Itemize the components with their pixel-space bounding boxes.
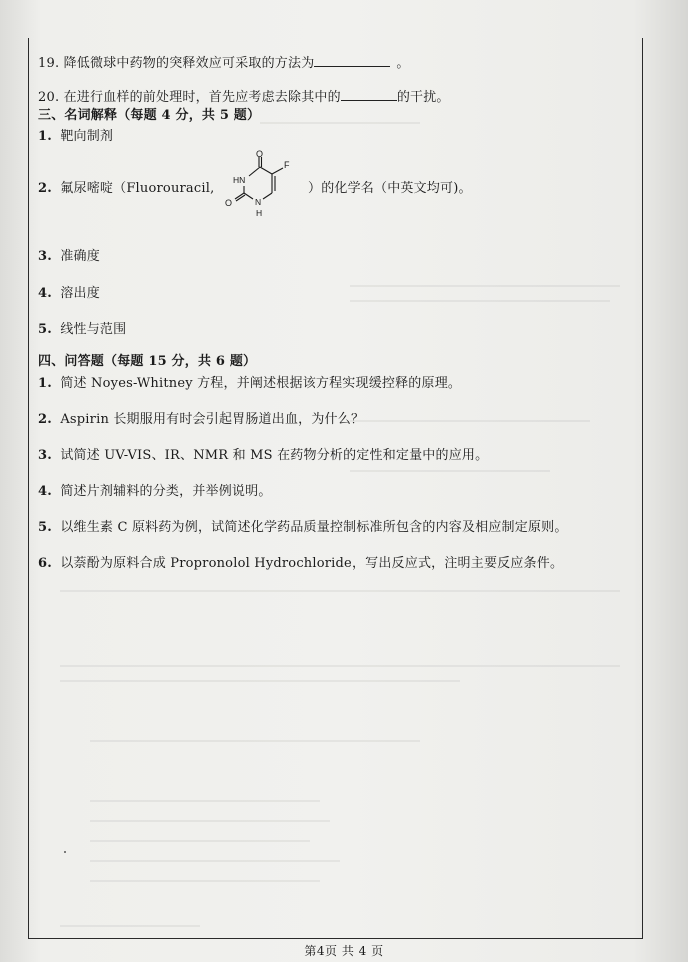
question-19-end: 。 — [396, 56, 410, 71]
n-label: N — [255, 197, 262, 207]
term-item — [38, 245, 100, 264]
term-item — [38, 177, 214, 196]
item-number: 6. — [38, 556, 52, 571]
item-number: 1. — [38, 129, 52, 144]
item-number: 5. — [38, 520, 52, 535]
essay-question — [38, 480, 272, 499]
item-number: 1. — [38, 376, 52, 391]
question-19-text: 19. 降低微球中药物的突释效应可采取的方法为 — [38, 56, 315, 71]
answer-blank — [341, 88, 397, 101]
question-20 — [38, 86, 450, 105]
hn-label: HN — [233, 175, 246, 185]
section-4-heading: 四、问答题（每题 15 分，共 6 题） — [38, 354, 257, 369]
page-footer: 第4页 共 4 页 — [304, 944, 384, 958]
essay-question — [38, 444, 488, 463]
fluorine-label: F — [284, 160, 290, 170]
essay-question — [38, 372, 461, 391]
term-item — [38, 282, 100, 301]
question-19 — [38, 52, 410, 71]
term-item — [38, 125, 113, 144]
item-number: 2. — [38, 412, 52, 427]
item-number: 3. — [38, 249, 52, 264]
term-item-continuation: ）的化学名（中英文均可)。 — [308, 181, 472, 196]
h-label: H — [256, 208, 263, 218]
oxygen-left-label: O — [225, 198, 233, 208]
item-text: 简述片剂辅料的分类，并举例说明。 — [60, 484, 272, 499]
item-text: 靶向制剂 — [60, 129, 114, 144]
item-number: 3. — [38, 448, 52, 463]
essay-question — [38, 516, 568, 535]
stray-mark — [64, 851, 66, 853]
item-number: 5. — [38, 322, 52, 337]
question-20-text: 20. 在进行血样的前处理时，首先应考虑去除其中的 — [38, 90, 341, 105]
term-item — [38, 318, 126, 337]
item-text: 以维生素 C 原料药为例，试简述化学药品质量控制标准所包含的内容及相应制定原则。 — [60, 520, 568, 535]
item-text: Aspirin 长期服用有时会引起胃肠道出血，为什么？ — [60, 412, 365, 427]
item-text: 准确度 — [60, 249, 100, 264]
item-text: 简述 Noyes-Whitney 方程，并阐述根据该方程实现缓控释的原理。 — [60, 376, 462, 391]
question-20-end: 的干扰。 — [396, 90, 450, 105]
item-text: 以萘酚为原料合成 Propronolol Hydrochloride，写出反应式，注明主要反应条件。 — [60, 556, 564, 571]
item-number: 4. — [38, 286, 52, 301]
essay-question — [38, 552, 563, 571]
item-number: 4. — [38, 484, 52, 499]
item-number: 2. — [38, 181, 52, 196]
section-3-heading: 三、名词解释（每题 4 分，共 5 题） — [38, 108, 261, 123]
answer-blank — [314, 54, 390, 67]
item-text: 氟尿嘧啶（Fluorouracil, — [60, 181, 215, 196]
oxygen-top-label: O — [256, 150, 264, 159]
essay-question — [38, 408, 364, 427]
item-text: 线性与范围 — [60, 322, 127, 337]
item-text: 溶出度 — [60, 286, 100, 301]
item-text: 试简述 UV-VIS、IR、NMR 和 MS 在药物分析的定性和定量中的应用。 — [60, 448, 489, 463]
fluorouracil-structure — [220, 150, 310, 232]
